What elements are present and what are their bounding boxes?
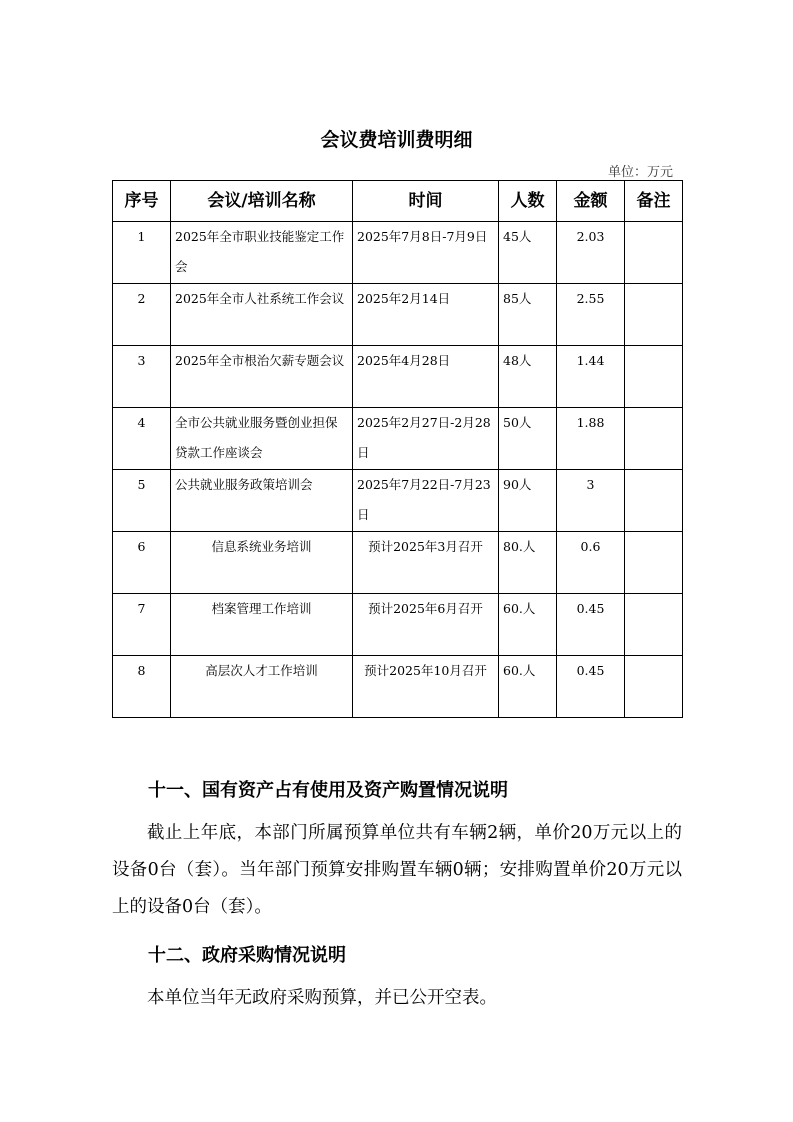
cell-note xyxy=(625,656,683,718)
section-11-heading: 十一、国有资产占有使用及资产购置情况说明 xyxy=(148,780,508,801)
cell-no: 2 xyxy=(113,284,171,346)
table-row xyxy=(113,346,683,408)
cell-no: 1 xyxy=(113,222,171,284)
unit-label: 单位：万元 xyxy=(607,165,673,180)
cell-no: 6 xyxy=(113,532,171,594)
cell-no: 5 xyxy=(113,470,171,532)
cell-time: 预计2025年3月召开 xyxy=(353,532,499,594)
cell-time: 2025年2月27日-2月28日 xyxy=(353,408,499,470)
cell-people: 60.人 xyxy=(499,594,557,656)
table-row xyxy=(113,656,683,718)
section-12-body: 本单位当年无政府采购预算，并已公开空表。 xyxy=(147,988,497,1008)
section-11-body: 截止上年底，本部门所属预算单位共有车辆2辆，单价20万元以上的设备0台（套）。当年部门预算安排购置车辆0辆；安排购置单价20万元以上的设备0台（套）。 xyxy=(112,823,682,917)
cell-name: 全市公共就业服务暨创业担保贷款工作座谈会 xyxy=(171,408,353,470)
page-title: 会议费培训费明细 xyxy=(320,129,473,151)
table-row xyxy=(113,470,683,532)
cell-people: 60.人 xyxy=(499,656,557,718)
cell-people: 50人 xyxy=(499,408,557,470)
table-row xyxy=(113,532,683,594)
cell-no: 4 xyxy=(113,408,171,470)
cell-name: 公共就业服务政策培训会 xyxy=(171,470,353,532)
cell-people: 90人 xyxy=(499,470,557,532)
cell-amount: 1.44 xyxy=(557,346,625,408)
header-name: 会议/培训名称 xyxy=(171,181,353,222)
cell-note xyxy=(625,284,683,346)
cell-no: 7 xyxy=(113,594,171,656)
cell-time: 2025年2月14日 xyxy=(353,284,499,346)
cell-name: 信息系统业务培训 xyxy=(171,532,353,594)
cell-note xyxy=(625,470,683,532)
table-row xyxy=(113,594,683,656)
cell-name: 2025年全市职业技能鉴定工作会 xyxy=(171,222,353,284)
header-people: 人数 xyxy=(499,181,557,222)
cell-amount: 1.88 xyxy=(557,408,625,470)
cell-no: 3 xyxy=(113,346,171,408)
meeting-training-fee-table xyxy=(112,180,683,718)
cell-time: 预计2025年10月召开 xyxy=(353,656,499,718)
cell-amount: 0.45 xyxy=(557,656,625,718)
table-row xyxy=(113,408,683,470)
header-amount: 金额 xyxy=(557,181,625,222)
cell-people: 85人 xyxy=(499,284,557,346)
cell-amount: 0.45 xyxy=(557,594,625,656)
section-12-heading: 十二、政府采购情况说明 xyxy=(148,945,346,966)
cell-no: 8 xyxy=(113,656,171,718)
cell-people: 80.人 xyxy=(499,532,557,594)
cell-people: 48人 xyxy=(499,346,557,408)
cell-amount: 0.6 xyxy=(557,532,625,594)
cell-name: 2025年全市根治欠薪专题会议 xyxy=(171,346,353,408)
cell-amount: 3 xyxy=(557,470,625,532)
cell-note xyxy=(625,346,683,408)
cell-time: 2025年4月28日 xyxy=(353,346,499,408)
cell-time: 2025年7月22日-7月23日 xyxy=(353,470,499,532)
cell-time: 2025年7月8日-7月9日 xyxy=(353,222,499,284)
header-note: 备注 xyxy=(625,181,683,222)
table-row xyxy=(113,222,683,284)
cell-time: 预计2025年6月召开 xyxy=(353,594,499,656)
cell-amount: 2.55 xyxy=(557,284,625,346)
header-time: 时间 xyxy=(353,181,499,222)
cell-people: 45人 xyxy=(499,222,557,284)
header-no: 序号 xyxy=(113,181,171,222)
cell-name: 档案管理工作培训 xyxy=(171,594,353,656)
table-header-row xyxy=(113,181,683,222)
cell-note xyxy=(625,532,683,594)
cell-note xyxy=(625,408,683,470)
table-row xyxy=(113,284,683,346)
cell-amount: 2.03 xyxy=(557,222,625,284)
cell-note xyxy=(625,594,683,656)
cell-name: 高层次人才工作培训 xyxy=(171,656,353,718)
cell-name: 2025年全市人社系统工作会议 xyxy=(171,284,353,346)
cell-note xyxy=(625,222,683,284)
